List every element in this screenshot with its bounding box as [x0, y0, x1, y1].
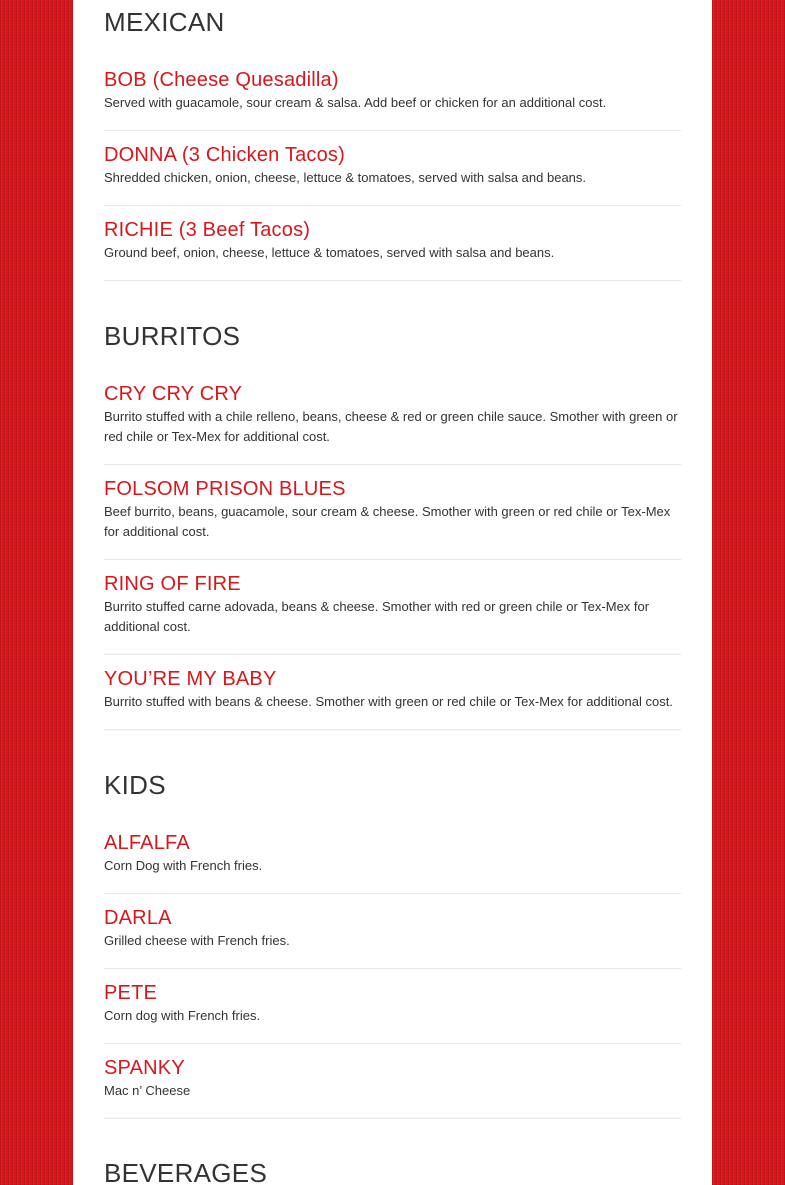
menu-item-description: Corn dog with French fries.: [104, 1008, 261, 1023]
menu-item-description: Grilled cheese with French fries.: [104, 933, 290, 948]
menu-item: [104, 667, 681, 730]
menu-item-description: Mac n’ Cheese: [104, 1083, 191, 1098]
menu-item-name: DONNA (3 Chicken Tacos): [104, 144, 345, 166]
menu-item-name: CRY CRY CRY: [104, 383, 243, 405]
menu-item-name: RING OF FIRE: [104, 573, 241, 595]
menu-item: [104, 572, 681, 655]
section-title-beverages: BEVERAGES: [104, 1158, 268, 1185]
menu-item-name: DARLA: [104, 907, 172, 929]
menu-item-name: FOLSOM PRISON BLUES: [104, 478, 346, 500]
menu-item: [104, 906, 681, 969]
menu-item-description: Ground beef, onion, cheese, lettuce & tomatoes, served with salsa and beans.: [104, 245, 555, 260]
menu-item: [104, 382, 681, 465]
menu-item-name: PETE: [104, 982, 158, 1004]
menu-content-panel: [73, 0, 712, 1185]
menu-item-description: Burrito stuffed with a chile relleno, beans, cheese & red or green chile sauce. Smother with green or red chile or Tex-Mex for additional cost.: [104, 409, 678, 444]
menu-item-description: Burrito stuffed carne adovada, beans & cheese. Smother with red or green chile or Tex-Mex for additional cost.: [104, 599, 650, 634]
menu-item: [104, 831, 681, 894]
section-title-mexican: MEXICAN: [104, 7, 225, 37]
menu-item-description: Served with guacamole, sour cream & salsa. Add beef or chicken for an additional cost.: [104, 95, 607, 110]
menu-item: [104, 68, 681, 131]
section-title-burritos: BURRITOS: [104, 321, 241, 351]
menu-item-description: Beef burrito, beans, guacamole, sour cream & cheese. Smother with green or red chile or Tex-Mex for additional cost.: [104, 504, 671, 539]
menu-item-name: RICHIE (3 Beef Tacos): [104, 219, 311, 241]
section-title-kids: KIDS: [104, 770, 166, 800]
menu-item-description: Burrito stuffed with beans & cheese. Smother with green or red chile or Tex-Mex for additional cost.: [104, 694, 673, 709]
menu-item-name: BOB (Cheese Quesadilla): [104, 69, 339, 91]
menu-item-name: YOU’RE MY BABY: [104, 668, 277, 690]
menu-item: [104, 143, 681, 206]
menu-item-description: Corn Dog with French fries.: [104, 858, 263, 873]
menu-item: [104, 218, 681, 281]
menu-item-description: Shredded chicken, onion, cheese, lettuce & tomatoes, served with salsa and beans.: [104, 170, 587, 185]
menu-item-name: SPANKY: [104, 1057, 185, 1079]
menu-item: [104, 477, 681, 560]
menu-item-name: ALFALFA: [104, 832, 190, 854]
menu-item: [104, 981, 681, 1044]
menu-item: [104, 1056, 681, 1119]
